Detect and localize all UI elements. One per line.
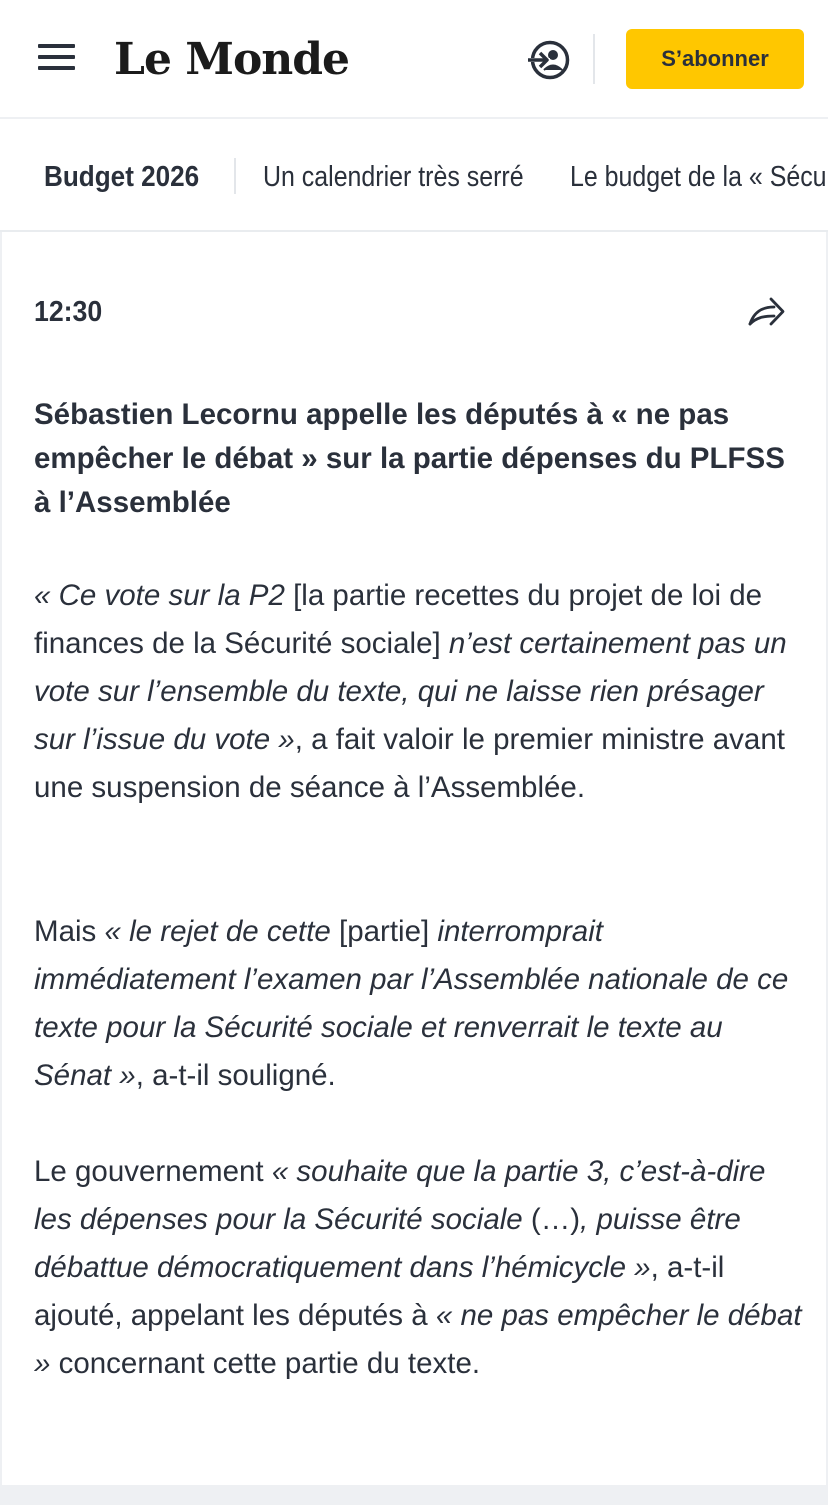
topic-link-secu-budget[interactable]: Le budget de la « Sécu (570, 161, 827, 193)
body-text: , a-t-il ajouté, appelant les députés à (34, 1251, 725, 1332)
quote: n’est certainement pas un vote sur l’ensemble du texte, qui ne laisse rien présager sur l’issue du vote » (34, 627, 787, 756)
topic-divider (234, 158, 236, 194)
bracket-note: [partie] (339, 915, 438, 948)
post-paragraph-2 (34, 908, 804, 1100)
quote: « le rejet de cette (104, 915, 339, 948)
live-post-card (0, 232, 828, 1485)
header-divider (593, 34, 595, 84)
body-text: concernant cette partie du texte. (50, 1347, 481, 1380)
quote: , puisse être débattue démocratiquement dans l’hémicycle » (34, 1203, 741, 1284)
site-header (0, 0, 828, 119)
topic-navigation-bar (0, 121, 828, 232)
login-icon[interactable] (526, 38, 572, 82)
quote: « souhaite que la partie 3, c’est-à-dire les dépenses pour la Sécurité sociale (34, 1155, 766, 1236)
body-text: , a fait valoir le premier ministre avant une suspension de séance à l’Assemblée. (34, 723, 785, 804)
subscribe-button[interactable]: S’abonner (626, 29, 804, 89)
bracket-note: [la partie recettes du projet de loi de finances de la Sécurité sociale] (34, 579, 763, 660)
post-paragraph-1 (34, 572, 804, 812)
body-text: , a-t-il souligné. (135, 1059, 336, 1092)
topic-link-calendar[interactable]: Un calendrier très serré (263, 161, 524, 193)
hamburger-menu-icon[interactable] (38, 44, 75, 72)
quote: « Ce vote sur la P2 (34, 579, 294, 612)
body-text: Mais (34, 915, 105, 948)
body-text: Le gouvernement (34, 1155, 272, 1188)
post-timestamp: 12:30 (34, 296, 103, 328)
quote: « ne pas empêcher le débat » (34, 1299, 802, 1380)
share-icon[interactable] (746, 294, 786, 330)
bracket-note: (…) (530, 1203, 581, 1236)
topic-budget-2026[interactable]: Budget 2026 (44, 161, 200, 193)
le-monde-logo[interactable]: Le Monde (114, 34, 350, 85)
post-paragraph-3 (34, 1148, 804, 1388)
page-bottom-background (0, 1485, 828, 1505)
post-title: Sébastien Lecornu appelle les députés à « ne pas empêcher le débat » sur la partie dépenses du PLFSS à l’Assemblée (34, 398, 785, 519)
quote: interromprait immédiatement l’examen par l’Assemblée nationale de ce texte pour la Sécurité sociale et renverrait le texte au Sénat » (34, 915, 789, 1092)
